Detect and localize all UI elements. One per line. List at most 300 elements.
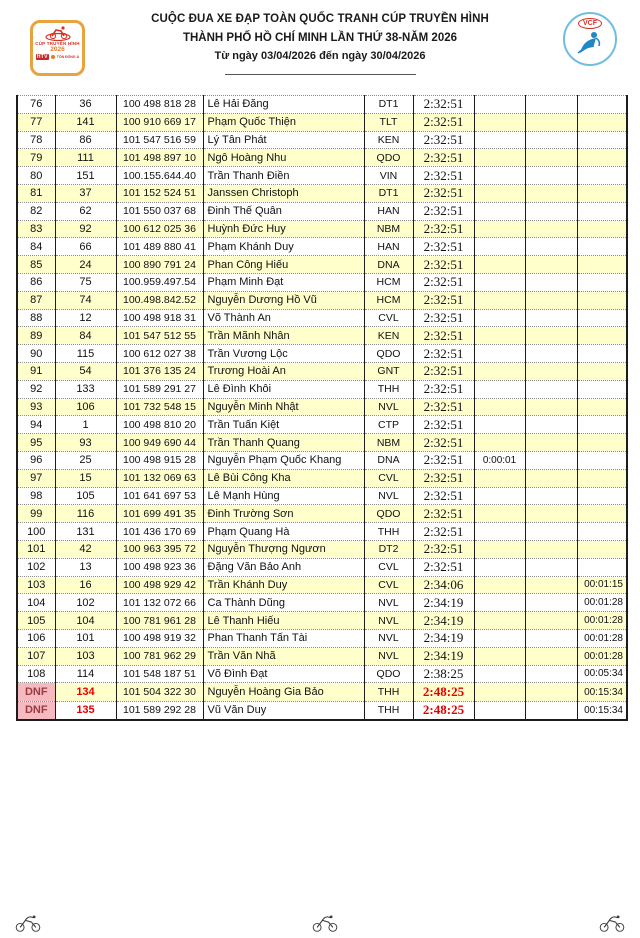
table-row [17,701,627,720]
rider-name-cell: Ngô Hoàng Nhu [203,149,364,167]
gap-total-cell [577,238,627,256]
gap-total-cell [577,327,627,345]
bib-number-cell: 66 [55,238,116,256]
uci-id-cell: 100 890 791 24 [116,256,203,274]
bib-number-cell: 111 [55,149,116,167]
gap-cell [474,523,525,541]
gap-cell [474,505,525,523]
rank-cell: 96 [17,451,55,469]
rider-name-cell: Lê Mạnh Hùng [203,487,364,505]
bib-number-cell: 36 [55,96,116,114]
table-row [17,167,627,185]
rider-name-cell: Phạm Quang Hà [203,523,364,541]
bib-number-cell: 101 [55,629,116,647]
rank-cell: 99 [17,505,55,523]
bib-number-cell: 105 [55,487,116,505]
empty-cell [525,309,577,327]
rank-cell: 84 [17,238,55,256]
gap-cell [474,434,525,452]
uci-id-cell: 101 641 697 53 [116,487,203,505]
team-code-cell: DT2 [364,540,413,558]
bib-number-cell: 25 [55,451,116,469]
team-code-cell: VIN [364,167,413,185]
uci-id-cell: 100 781 961 28 [116,612,203,630]
rank-cell: 92 [17,380,55,398]
team-code-cell: CVL [364,558,413,576]
empty-cell [525,594,577,612]
rider-name-cell: Vũ Văn Duy [203,701,364,720]
empty-cell [525,540,577,558]
team-code-cell: NVL [364,612,413,630]
table-row [17,256,627,274]
gap-total-cell [577,558,627,576]
gap-cell [474,131,525,149]
rider-name-cell: Đinh Thế Quân [203,202,364,220]
gap-total-cell [577,273,627,291]
table-row [17,327,627,345]
time-cell: 2:32:51 [413,220,474,238]
team-code-cell: DNA [364,256,413,274]
uci-id-cell: 100 498 929 42 [116,576,203,594]
empty-cell [525,505,577,523]
rank-cell: 82 [17,202,55,220]
time-cell: 2:32:51 [413,362,474,380]
table-row [17,629,627,647]
empty-cell [525,149,577,167]
gap-cell [474,327,525,345]
empty-cell [525,202,577,220]
rider-name-cell: Phan Thanh Tấn Tài [203,629,364,647]
uci-id-cell: 101 547 512 55 [116,327,203,345]
sponsor-label: TÔN ĐÔNG Á [56,55,80,59]
gap-total-cell: 00:01:15 [577,576,627,594]
team-code-cell: THH [364,380,413,398]
bib-number-cell: 102 [55,594,116,612]
empty-cell [525,558,577,576]
uci-id-cell: 100 949 690 44 [116,434,203,452]
time-cell: 2:32:51 [413,238,474,256]
uci-id-cell: 101 376 135 24 [116,362,203,380]
empty-cell [525,184,577,202]
table-row [17,149,627,167]
time-cell: 2:32:51 [413,451,474,469]
empty-cell [525,523,577,541]
footer-cyclist-icon [14,912,42,934]
team-code-cell: HCM [364,273,413,291]
gap-cell [474,665,525,683]
gap-total-cell [577,362,627,380]
time-cell: 2:32:51 [413,380,474,398]
gap-total-cell [577,202,627,220]
rider-name-cell: Võ Đình Đạt [203,665,364,683]
rider-name-cell: Võ Thành An [203,309,364,327]
rank-cell: 81 [17,184,55,202]
gap-total-cell: 00:05:34 [577,665,627,683]
gap-cell [474,540,525,558]
empty-cell [525,220,577,238]
rider-name-cell: Phạm Minh Đạt [203,273,364,291]
gap-total-cell [577,434,627,452]
race-date-range: Từ ngày 03/04/2026 đến ngày 30/04/2026 [214,50,426,62]
team-code-cell: CTP [364,416,413,434]
bib-number-cell: 1 [55,416,116,434]
time-cell: 2:32:51 [413,540,474,558]
table-row [17,398,627,416]
table-row [17,416,627,434]
rank-cell: 77 [17,113,55,131]
gap-cell [474,629,525,647]
uci-id-cell: 100 498 915 28 [116,451,203,469]
left-logo-year: 2026 [50,46,65,53]
uci-id-cell: 101 547 516 59 [116,131,203,149]
table-row [17,665,627,683]
uci-id-cell: 101 589 292 28 [116,701,203,720]
table-row [17,362,627,380]
rank-cell: DNF [17,683,55,702]
footer-cyclist-icon [598,912,626,934]
team-code-cell: GNT [364,362,413,380]
team-code-cell: NVL [364,487,413,505]
empty-cell [525,273,577,291]
rank-cell: 83 [17,220,55,238]
bib-number-cell: 24 [55,256,116,274]
bib-number-cell: 133 [55,380,116,398]
team-code-cell: HAN [364,202,413,220]
uci-id-cell: 101 132 069 63 [116,469,203,487]
time-cell: 2:32:51 [413,273,474,291]
rank-cell: 98 [17,487,55,505]
bib-number-cell: 131 [55,523,116,541]
rider-name-cell: Trần Mãnh Nhân [203,327,364,345]
time-cell: 2:32:51 [413,505,474,523]
table-row [17,113,627,131]
table-row [17,345,627,363]
time-cell: 2:34:19 [413,612,474,630]
team-code-cell: QDO [364,149,413,167]
left-logo-title: CÚP TRUYỀN HÌNH [35,41,80,46]
gap-total-cell [577,149,627,167]
bib-number-cell: 115 [55,345,116,363]
gap-total-cell: 00:15:34 [577,701,627,720]
bib-number-cell: 104 [55,612,116,630]
time-cell: 2:32:51 [413,327,474,345]
uci-id-cell: 101 498 897 10 [116,149,203,167]
empty-cell [525,469,577,487]
time-cell: 2:32:51 [413,398,474,416]
rider-name-cell: Trương Hoài An [203,362,364,380]
header-divider [225,74,416,75]
rank-cell: 94 [17,416,55,434]
gap-cell [474,113,525,131]
team-code-cell: QDO [364,665,413,683]
time-cell: 2:34:19 [413,647,474,665]
rank-cell: 107 [17,647,55,665]
rank-cell: 105 [17,612,55,630]
race-title-line2: THÀNH PHỐ HỒ CHÍ MINH LẦN THỨ 38-NĂM 2026 [182,32,458,44]
gap-cell [474,220,525,238]
gap-total-cell [577,398,627,416]
bib-number-cell: 37 [55,184,116,202]
gap-total-cell [577,131,627,149]
empty-cell [525,701,577,720]
uci-id-cell: 100.155.644.40 [116,167,203,185]
rider-name-cell: Lê Bùi Công Kha [203,469,364,487]
team-code-cell: QDO [364,505,413,523]
table-row [17,434,627,452]
empty-cell [525,131,577,149]
team-code-cell: DNA [364,451,413,469]
uci-id-cell: 100 498 918 31 [116,309,203,327]
time-cell: 2:32:51 [413,416,474,434]
gap-total-cell [577,523,627,541]
bib-number-cell: 92 [55,220,116,238]
empty-cell [525,238,577,256]
rider-name-cell: Phạm Quốc Thiện [203,113,364,131]
time-cell: 2:32:51 [413,96,474,114]
gap-cell [474,558,525,576]
rider-name-cell: Đinh Trường Sơn [203,505,364,523]
time-cell: 2:48:25 [413,683,474,702]
empty-cell [525,416,577,434]
time-cell: 2:32:51 [413,487,474,505]
rank-cell: 87 [17,291,55,309]
page-title [0,10,640,65]
uci-id-cell: 101 436 170 69 [116,523,203,541]
empty-cell [525,291,577,309]
vcf-label: VCF [578,18,602,29]
rank-cell: 106 [17,629,55,647]
time-cell: 2:32:51 [413,149,474,167]
team-code-cell: THH [364,683,413,702]
time-cell: 2:32:51 [413,345,474,363]
table-row [17,291,627,309]
uci-id-cell: 100 498 810 20 [116,416,203,434]
gap-total-cell [577,167,627,185]
team-code-cell: NVL [364,594,413,612]
table-row [17,273,627,291]
table-row [17,594,627,612]
time-cell: 2:32:51 [413,434,474,452]
rank-cell: DNF [17,701,55,720]
gap-cell [474,256,525,274]
rank-cell: 85 [17,256,55,274]
empty-cell [525,96,577,114]
gap-total-cell [577,469,627,487]
uci-id-cell: 101 504 322 30 [116,683,203,702]
rider-name-cell: Trần Tuấn Kiệt [203,416,364,434]
team-code-cell: KEN [364,131,413,149]
empty-cell [525,629,577,647]
gap-total-cell [577,256,627,274]
table-row [17,612,627,630]
gap-cell [474,273,525,291]
bib-number-cell: 114 [55,665,116,683]
empty-cell [525,612,577,630]
bib-number-cell: 135 [55,701,116,720]
empty-cell [525,345,577,363]
rank-cell: 101 [17,540,55,558]
rider-name-cell: Huỳnh Đức Huy [203,220,364,238]
rider-name-cell: Nguyễn Phạm Quốc Khang [203,451,364,469]
gap-cell [474,96,525,114]
table-row [17,469,627,487]
time-cell: 2:32:51 [413,256,474,274]
time-cell: 2:32:51 [413,309,474,327]
gap-cell [474,309,525,327]
rider-name-cell: Phạm Khánh Duy [203,238,364,256]
uci-id-cell: 101 550 037 68 [116,202,203,220]
rank-cell: 103 [17,576,55,594]
rank-cell: 79 [17,149,55,167]
table-row [17,576,627,594]
time-cell: 2:48:25 [413,701,474,720]
rank-cell: 100 [17,523,55,541]
time-cell: 2:32:51 [413,131,474,149]
team-code-cell: KEN [364,327,413,345]
table-row [17,451,627,469]
rank-cell: 76 [17,96,55,114]
bib-number-cell: 141 [55,113,116,131]
gap-total-cell: 00:01:28 [577,594,627,612]
time-cell: 2:32:51 [413,523,474,541]
bib-number-cell: 13 [55,558,116,576]
table-row [17,238,627,256]
blue-cyclist-icon [572,29,608,57]
rider-name-cell: Nguyễn Thượng Ngươn [203,540,364,558]
bib-number-cell: 106 [55,398,116,416]
rider-name-cell: Lê Đình Khôi [203,380,364,398]
time-cell: 2:34:19 [413,594,474,612]
bib-number-cell: 54 [55,362,116,380]
rider-name-cell: Nguyễn Dương Hồ Vũ [203,291,364,309]
bib-number-cell: 84 [55,327,116,345]
rank-cell: 78 [17,131,55,149]
gap-cell [474,380,525,398]
table-row [17,558,627,576]
footer-cyclist-icon [311,912,339,934]
rank-cell: 102 [17,558,55,576]
gap-total-cell [577,505,627,523]
gap-total-cell [577,345,627,363]
rider-name-cell: Trần Vương Lộc [203,345,364,363]
time-cell: 2:32:51 [413,202,474,220]
rider-name-cell: Lê Thanh Hiếu [203,612,364,630]
gap-total-cell [577,487,627,505]
empty-cell [525,576,577,594]
bib-number-cell: 151 [55,167,116,185]
gap-total-cell: 00:15:34 [577,683,627,702]
gap-cell [474,291,525,309]
gap-cell [474,362,525,380]
gap-total-cell [577,220,627,238]
rider-name-cell: Janssen Christoph [203,184,364,202]
gap-cell [474,149,525,167]
gap-total-cell [577,96,627,114]
gap-total-cell: 00:01:28 [577,612,627,630]
gap-cell [474,238,525,256]
rider-name-cell: Đặng Văn Bảo Anh [203,558,364,576]
table-row [17,647,627,665]
bib-number-cell: 134 [55,683,116,702]
team-code-cell: NVL [364,629,413,647]
empty-cell [525,327,577,345]
gap-cell [474,612,525,630]
empty-cell [525,647,577,665]
time-cell: 2:32:51 [413,469,474,487]
bib-number-cell: 75 [55,273,116,291]
gap-total-cell: 00:01:28 [577,629,627,647]
uci-id-cell: 101 152 524 51 [116,184,203,202]
uci-id-cell: 101 132 072 66 [116,594,203,612]
uci-id-cell: 100 963 395 72 [116,540,203,558]
team-code-cell: CVL [364,469,413,487]
time-cell: 2:32:51 [413,184,474,202]
team-code-cell: DT1 [364,96,413,114]
team-code-cell: NBM [364,220,413,238]
uci-id-cell: 101 732 548 15 [116,398,203,416]
table-row [17,540,627,558]
gap-cell [474,416,525,434]
uci-id-cell: 100 498 923 36 [116,558,203,576]
bib-number-cell: 16 [55,576,116,594]
team-code-cell: TLT [364,113,413,131]
team-code-cell: DT1 [364,184,413,202]
rider-name-cell: Trần Khánh Duy [203,576,364,594]
bib-number-cell: 116 [55,505,116,523]
uci-id-cell: 101 699 491 35 [116,505,203,523]
empty-cell [525,665,577,683]
gap-cell [474,398,525,416]
team-code-cell: HAN [364,238,413,256]
bib-number-cell: 15 [55,469,116,487]
gap-total-cell [577,540,627,558]
time-cell: 2:32:51 [413,113,474,131]
table-row [17,184,627,202]
gap-cell [474,594,525,612]
gap-cell [474,576,525,594]
team-code-cell: HCM [364,291,413,309]
time-cell: 2:32:51 [413,291,474,309]
uci-id-cell: 100.959.497.54 [116,273,203,291]
uci-id-cell: 100 612 027 38 [116,345,203,363]
time-cell: 2:32:51 [413,558,474,576]
team-code-cell: CVL [364,576,413,594]
uci-id-cell: 101 589 291 27 [116,380,203,398]
vcf-logo [563,12,617,66]
team-code-cell: THH [364,523,413,541]
gap-cell [474,683,525,702]
rider-name-cell: Lý Tân Phát [203,131,364,149]
rider-name-cell: Trần Thanh Điền [203,167,364,185]
empty-cell [525,256,577,274]
table-row [17,220,627,238]
bib-number-cell: 42 [55,540,116,558]
uci-id-cell: 100 612 025 36 [116,220,203,238]
table-row [17,131,627,149]
uci-id-cell: 100.498.842.52 [116,291,203,309]
uci-id-cell: 101 548 187 51 [116,665,203,683]
rank-cell: 86 [17,273,55,291]
bib-number-cell: 12 [55,309,116,327]
uci-id-cell: 100 781 962 29 [116,647,203,665]
empty-cell [525,362,577,380]
table-row [17,487,627,505]
team-code-cell: NBM [364,434,413,452]
gap-total-cell [577,309,627,327]
time-cell: 2:34:06 [413,576,474,594]
rider-name-cell: Trần Thanh Quang [203,434,364,452]
rank-cell: 95 [17,434,55,452]
